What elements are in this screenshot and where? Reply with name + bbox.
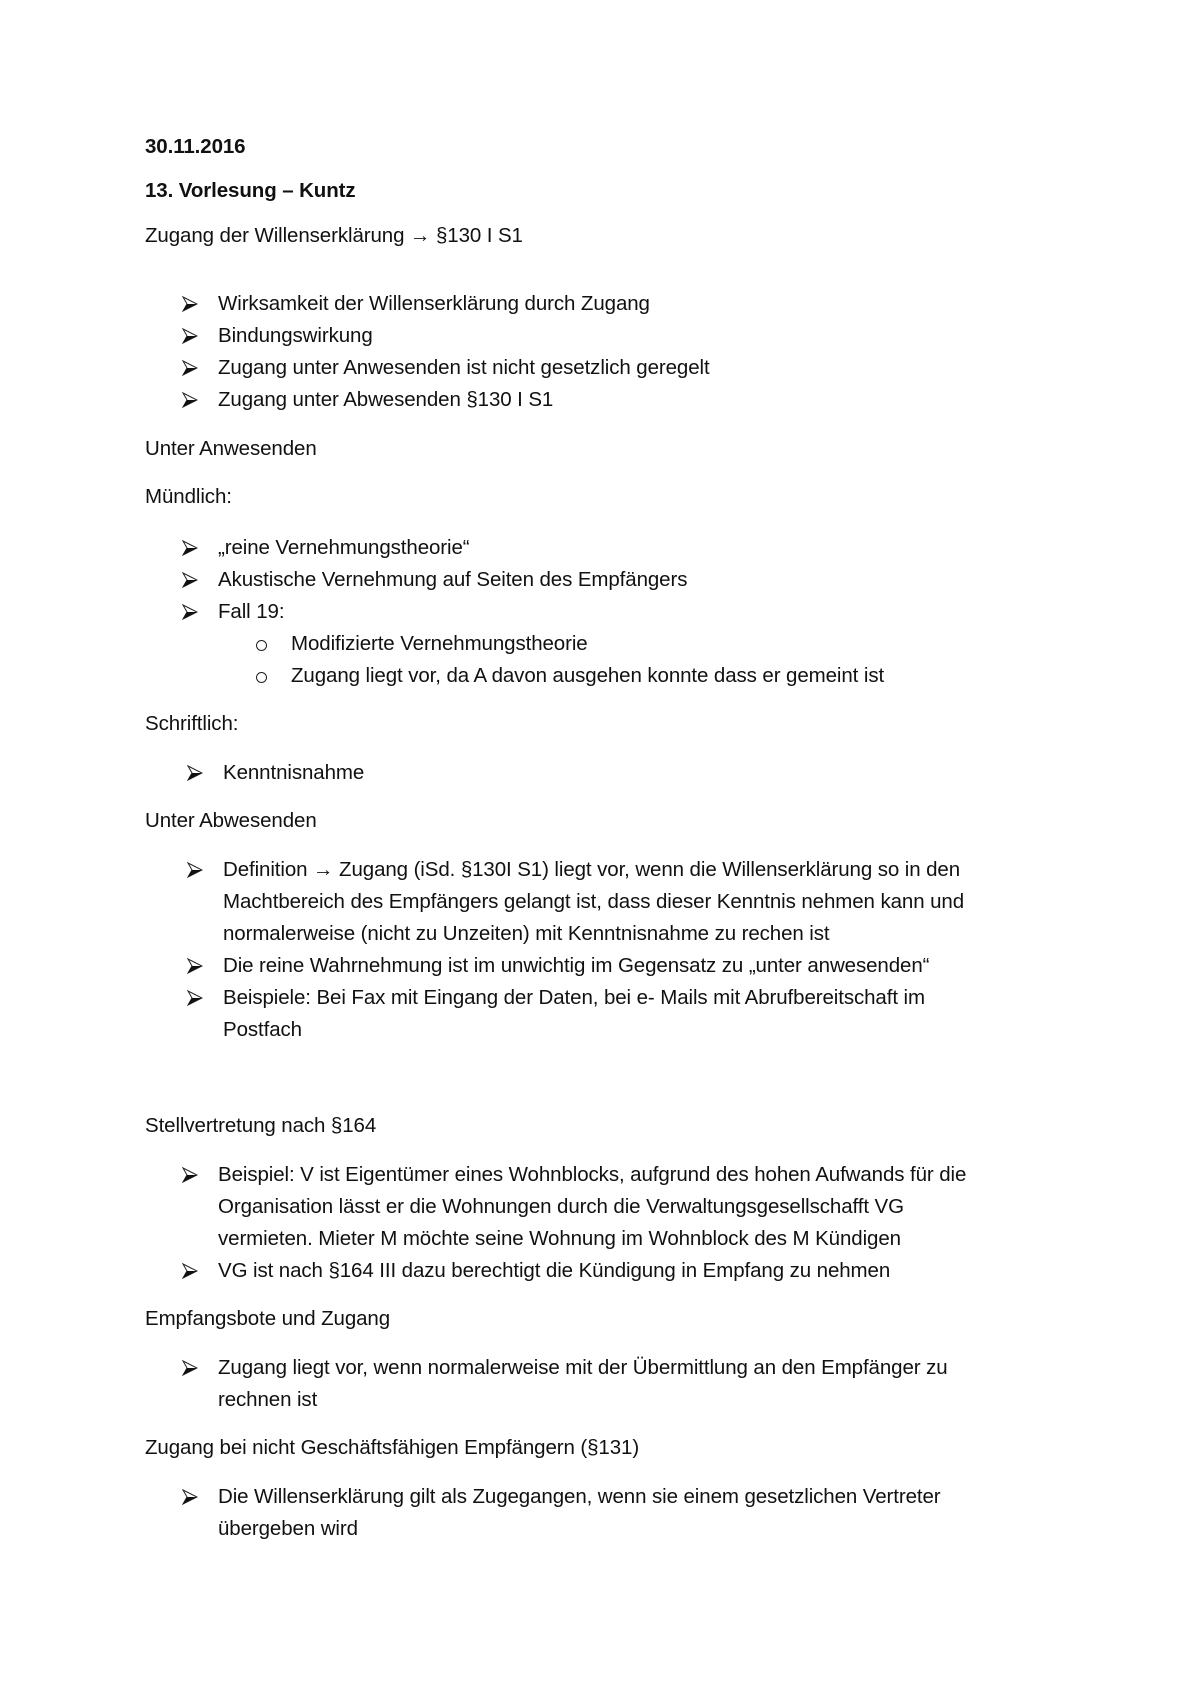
section-heading-unter-abwesenden: Unter Abwesenden: [145, 809, 317, 832]
list-item-text: Machtbereich des Empfängers gelangt ist, dass dieser Kenntnis nehmen kann und: [223, 890, 965, 913]
list-item-text: Die Willenserklärung gilt als Zugegangen, wenn sie einem gesetzlichen Vertreter: [218, 1485, 941, 1508]
arrowhead-bullet-icon: [182, 392, 198, 408]
arrowhead-bullet-icon: [182, 296, 198, 312]
arrowhead-bullet-icon: [187, 765, 203, 781]
arrowhead-bullet-icon: [182, 540, 198, 556]
lecture-title: 13. Vorlesung – Kuntz: [145, 179, 356, 202]
list-item-text: Fall 19:: [218, 600, 285, 623]
arrowhead-bullet-icon: [187, 990, 203, 1006]
list-item-text: Definition → Zugang (iSd. §130I S1) liegt vor, wenn die Willenserklärung so in den: [223, 858, 961, 881]
section-heading-geschaeftsunfaehige: Zugang bei nicht Geschäftsfähigen Empfängern (§131): [145, 1436, 640, 1459]
list-item-text: Akustische Vernehmung auf Seiten des Empfängers: [218, 568, 688, 591]
list-item-text: Zugang unter Anwesenden ist nicht gesetzlich geregelt: [218, 356, 710, 379]
list-item-text: vermieten. Mieter M möchte seine Wohnung im Wohnblock des M Kündigen: [218, 1227, 901, 1250]
arrowhead-bullet-icon: [182, 572, 198, 588]
list-item-text: Postfach: [223, 1018, 302, 1041]
document-date: 30.11.2016: [145, 135, 246, 158]
section-heading-stellvertretung: Stellvertretung nach §164: [145, 1114, 377, 1137]
list-item-text: normalerweise (nicht zu Unzeiten) mit Kenntnisnahme zu rechen ist: [223, 922, 830, 945]
list-item-text: VG ist nach §164 III dazu berechtigt die Kündigung in Empfang zu nehmen: [218, 1259, 891, 1282]
list-item-text: Beispiele: Bei Fax mit Eingang der Daten, bei e- Mails mit Abrufbereitschaft im: [223, 986, 925, 1009]
list-item-text: Wirksamkeit der Willenserklärung durch Zugang: [218, 292, 650, 315]
hollow-circle-bullet-icon: [256, 640, 267, 651]
section-heading-zugang: Zugang der Willenserklärung → §130 I S1: [145, 224, 523, 247]
arrowhead-bullet-icon: [182, 1263, 198, 1279]
list-item-text: Zugang unter Abwesenden §130 I S1: [218, 388, 554, 411]
arrowhead-bullet-icon: [182, 1360, 198, 1376]
list-item-text: „reine Vernehmungstheorie“: [218, 536, 470, 559]
arrowhead-bullet-icon: [182, 604, 198, 620]
list-item-text: Die reine Wahrnehmung ist im unwichtig im Gegensatz zu „unter anwesenden“: [223, 954, 930, 977]
list-item-text: Beispiel: V ist Eigentümer eines Wohnblocks, aufgrund des hohen Aufwands für die: [218, 1163, 967, 1186]
arrowhead-bullet-icon: [182, 1167, 198, 1183]
arrowhead-bullet-icon: [187, 958, 203, 974]
list-item-text: Zugang liegt vor, wenn normalerweise mit der Übermittlung an den Empfänger zu: [218, 1356, 948, 1379]
sub-list-item-text: Modifizierte Vernehmungstheorie: [291, 632, 588, 655]
list-item-text: Bindungswirkung: [218, 324, 373, 347]
hollow-circle-bullet-icon: [256, 672, 267, 683]
list-item-text: übergeben wird: [218, 1517, 358, 1540]
arrowhead-bullet-icon: [187, 862, 203, 878]
arrowhead-bullet-icon: [182, 328, 198, 344]
sub-list-item-text: Zugang liegt vor, da A davon ausgehen konnte dass er gemeint ist: [291, 664, 885, 687]
section-heading-empfangsbote: Empfangsbote und Zugang: [145, 1307, 391, 1330]
list-item-text: Kenntnisnahme: [223, 761, 365, 784]
arrowhead-bullet-icon: [182, 1489, 198, 1505]
section-heading-muendlich: Mündlich:: [145, 485, 232, 508]
list-item-text: Organisation lässt er die Wohnungen durch die Verwaltungsgesellschafft VG: [218, 1195, 904, 1218]
section-heading-schriftlich: Schriftlich:: [145, 712, 239, 735]
arrowhead-bullet-icon: [182, 360, 198, 376]
section-heading-unter-anwesenden: Unter Anwesenden: [145, 437, 317, 460]
list-item-text: rechnen ist: [218, 1388, 318, 1411]
